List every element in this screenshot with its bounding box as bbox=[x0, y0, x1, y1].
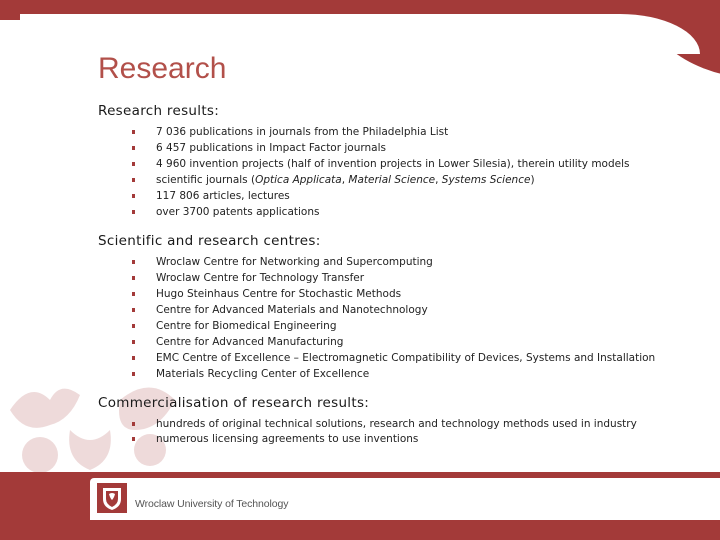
top-curve-mask bbox=[20, 14, 700, 54]
university-name: Wroclaw University of Technology bbox=[135, 498, 289, 510]
bullet-icon bbox=[132, 130, 135, 134]
list-item bbox=[132, 350, 655, 366]
bullet-icon bbox=[132, 422, 135, 426]
list-item-text: Centre for Advanced Manufacturing bbox=[156, 336, 344, 348]
list-item bbox=[132, 188, 630, 204]
list-item-text: EMC Centre of Excellence – Electromagnetic Compatibility of Devices, Systems and Installation bbox=[156, 352, 656, 364]
list-item bbox=[132, 286, 655, 302]
list-item-text: over 3700 patents applications bbox=[156, 206, 320, 218]
bullet-icon bbox=[132, 194, 135, 198]
journal-name: Optica Applicata bbox=[255, 174, 342, 186]
list-item bbox=[132, 302, 655, 318]
list-item-text: 6 457 publications in Impact Factor journals bbox=[156, 142, 386, 154]
list-item-text-suffix: ) bbox=[530, 174, 535, 186]
list-item bbox=[132, 366, 655, 382]
list-item-text: Wroclaw Centre for Networking and Supercomputing bbox=[156, 256, 433, 268]
bullet-icon bbox=[132, 276, 135, 280]
list-item bbox=[132, 172, 630, 188]
research-centres-list bbox=[132, 254, 655, 382]
list-item-text: numerous licensing agreements to use inventions bbox=[156, 433, 419, 445]
list-item-text-prefix: scientific journals ( bbox=[156, 174, 256, 186]
bullet-icon bbox=[132, 292, 135, 296]
list-item bbox=[132, 417, 637, 432]
list-item bbox=[132, 140, 630, 156]
journal-name: Systems Science bbox=[441, 174, 531, 186]
separator: , bbox=[341, 174, 349, 186]
list-item bbox=[132, 318, 655, 334]
list-item-text: Centre for Advanced Materials and Nanotechnology bbox=[156, 304, 428, 316]
bullet-icon bbox=[132, 340, 135, 344]
bullet-icon bbox=[132, 210, 135, 214]
bullet-icon bbox=[132, 356, 135, 360]
university-crest-logo bbox=[97, 483, 127, 513]
list-item-text: hundreds of original technical solutions, research and technology methods used in industry bbox=[156, 418, 637, 430]
list-item bbox=[132, 270, 655, 286]
separator: , bbox=[435, 174, 442, 186]
bullet-icon bbox=[132, 324, 135, 328]
list-item-text: Materials Recycling Center of Excellence bbox=[156, 368, 370, 380]
journal-name: Material Science bbox=[348, 174, 436, 186]
list-item-text: Centre for Biomedical Engineering bbox=[156, 320, 337, 332]
bullet-icon bbox=[132, 372, 135, 376]
bullet-icon bbox=[132, 178, 135, 182]
list-item-text: 4 960 invention projects (half of invention projects in Lower Silesia), therein utility models bbox=[156, 158, 630, 170]
bullet-icon bbox=[132, 162, 135, 166]
section-heading-research-results: Research results: bbox=[98, 103, 220, 119]
list-item bbox=[132, 334, 655, 350]
list-item bbox=[132, 124, 630, 140]
list-item-text: Hugo Steinhaus Centre for Stochastic Methods bbox=[156, 288, 402, 300]
list-item bbox=[132, 156, 630, 172]
bullet-icon bbox=[132, 260, 135, 264]
bullet-icon bbox=[132, 437, 135, 441]
page-title: Research bbox=[98, 52, 227, 85]
list-item bbox=[132, 204, 630, 220]
bullet-icon bbox=[132, 146, 135, 150]
list-item bbox=[132, 432, 637, 447]
list-item bbox=[132, 254, 655, 270]
section-heading-research-centres: Scientific and research centres: bbox=[98, 233, 321, 249]
list-item-text: Wroclaw Centre for Technology Transfer bbox=[156, 272, 365, 284]
commercialisation-list bbox=[132, 417, 637, 447]
list-item-text: 7 036 publications in journals from the Philadelphia List bbox=[156, 126, 449, 138]
research-results-list bbox=[132, 124, 630, 220]
list-item-text: 117 806 articles, lectures bbox=[156, 190, 290, 202]
section-heading-commercialisation: Commercialisation of research results: bbox=[98, 395, 370, 411]
bullet-icon bbox=[132, 308, 135, 312]
